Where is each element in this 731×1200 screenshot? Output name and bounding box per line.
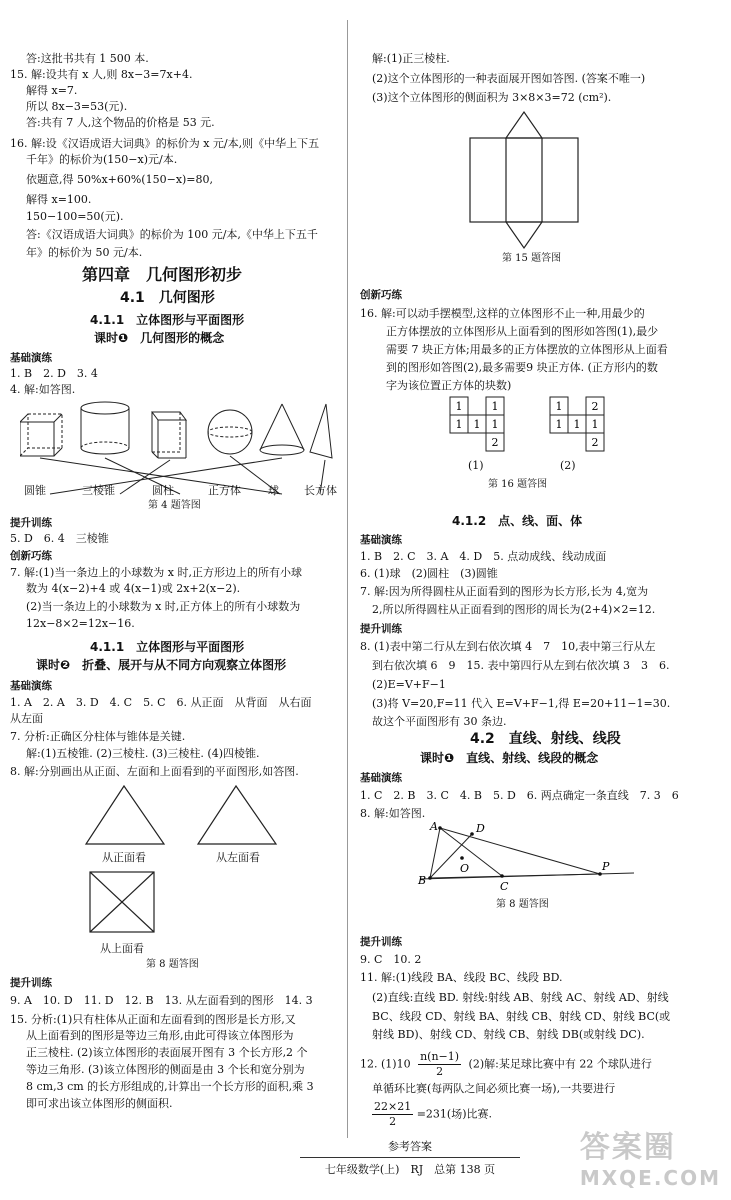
- text-line: 即可求出该立体图形的侧面积.: [26, 1097, 173, 1110]
- q12-rest: (2)解:某足球比赛中有 22 个球队进行: [468, 1057, 652, 1071]
- text-line: 正方体摆放的立体图形从上面看到的图形如答图(1),最少: [386, 325, 659, 338]
- prism-net-figure: [450, 110, 600, 250]
- answers-line: 1. B 2. D 3. 4: [10, 367, 98, 380]
- answers-line: 1. C 2. B 3. C 4. B 5. D 6. 两点确定一条直线 7. 3 6: [360, 789, 679, 802]
- chapter-title: 第四章 几何图形初步: [82, 265, 243, 284]
- line-BP: [420, 873, 634, 879]
- point-label-P: P: [602, 860, 610, 873]
- grid-cell-value: 1: [555, 418, 563, 431]
- text-line: 16. 解:可以动手摆模型,这样的立体图形不止一种,用最少的: [360, 307, 645, 320]
- section-title: 4.1 几何图形: [120, 290, 215, 306]
- section-label: 提升训练: [10, 977, 52, 989]
- text-line: 字为该位置正方体的块数): [386, 379, 512, 392]
- label-cone: 圆锥: [24, 484, 46, 497]
- section-label: 提升训练: [360, 936, 402, 948]
- grid-cell-value: 1: [455, 400, 463, 413]
- grid-cell-value: 1: [455, 418, 463, 431]
- grid-cell-value: 1: [491, 400, 499, 413]
- text-line: (2)当一条边上的小球数为 x 时,正方体上的所有小球数为: [26, 600, 301, 613]
- text-line: [372, 1100, 492, 1129]
- page-footer: [300, 1138, 520, 1177]
- text-line: 故这个平面图形有 30 条边.: [372, 715, 507, 728]
- grid-label-1: (1): [468, 459, 484, 472]
- text-line: 解:(1)正三棱柱.: [372, 52, 450, 65]
- grid-label-2: (2): [560, 459, 576, 472]
- text-line: 到右依次填 6 9 15. 表中第四行从左到右依次填 3 3 6.: [372, 659, 670, 672]
- text-line: 答:《汉语成语大词典》的标价为 100 元/本,《中华上下五千: [26, 228, 318, 241]
- text-line: 答:这批书共有 1 500 本.: [26, 52, 149, 65]
- section-label: 基础演练: [10, 680, 52, 692]
- q12-prefix: 12. (1)10: [360, 1057, 411, 1071]
- grid-cell-value: 1: [573, 418, 581, 431]
- text-line: 数为 4(x−2)+4 或 4(x−1)或 2x+2(x−2).: [26, 582, 241, 595]
- fraction-numerator: n(n−1): [420, 1050, 460, 1063]
- text-line: 解得 x=7.: [26, 84, 78, 97]
- figure-caption: 第 8 题答图: [146, 959, 199, 970]
- label-cube: 正方体: [208, 484, 241, 497]
- text-line: 答:共有 7 人,这个物品的价格是 53 元.: [26, 116, 215, 129]
- q12-tail: =231(场)比赛.: [416, 1107, 493, 1121]
- text-line: 8. 解:分别画出从正面、左面和上面看到的平面图形,如答图.: [10, 765, 299, 778]
- grid-cell-value: 2: [591, 436, 599, 449]
- column-divider: [347, 20, 348, 1138]
- line-segments-figure: [410, 818, 640, 898]
- text-line: 7. 解:(1)当一条边上的小球数为 x 时,正方形边上的所有小球: [10, 566, 302, 579]
- point-label-A: A: [430, 820, 438, 833]
- footer-page-info: 七年级数学(上) RJ 总第 138 页: [324, 1163, 496, 1176]
- section-label: 提升训练: [10, 517, 52, 529]
- lesson-title: 课时❷ 折叠、展开与从不同方向观察立体图形: [36, 658, 287, 672]
- top-view-grids: [440, 395, 640, 457]
- answers-line: 1. B 2. C 3. A 4. D 5. 点动成线、线动成面: [360, 550, 607, 563]
- text-line: 7. 分析:正确区分柱体与锥体是关键.: [10, 730, 186, 743]
- view-front-label: 从正面看: [102, 851, 146, 864]
- section-label: 基础演练: [360, 534, 402, 546]
- lesson-title: 课时❶ 几何图形的概念: [94, 331, 225, 345]
- footer-title: 参考答案: [388, 1140, 432, 1153]
- text-line: 7. 解:因为所得圆柱从正面看到的图形为长方形,长为 4,宽为: [360, 585, 649, 598]
- grid-cell-value: 2: [591, 400, 599, 413]
- text-line: 千年》的标价为(150−x)元/本.: [26, 153, 178, 166]
- text-line: 到的图形如答图(2),最多需要9 块正方体. (正方形内的数: [386, 361, 658, 374]
- text-line: 需要 7 块正方体;用最多的正方体摆放的立体图形从上面看: [386, 343, 668, 356]
- grid-cell-value: 2: [491, 436, 499, 449]
- grid-cell-value: 1: [555, 400, 563, 413]
- grid-cell-value: 1: [591, 418, 599, 431]
- text-line: 150−100=50(元).: [26, 210, 124, 223]
- view-top-label: 从上面看: [100, 942, 144, 955]
- subsection-title: 4.1.2 点、线、面、体: [452, 514, 583, 528]
- fraction-denominator: 2: [389, 1115, 397, 1128]
- watermark-main: 答案圈: [579, 1130, 676, 1165]
- segment-AB: [430, 828, 440, 878]
- text-line: (2)直线:直线 BD. 射线:射线 AB、射线 AC、射线 AD、射线: [372, 991, 669, 1004]
- subsection-title: 4.1.1 立体图形与平面图形: [90, 640, 245, 654]
- section-label: 基础演练: [360, 772, 402, 784]
- text-line: (2)这个立体图形的一种表面展开图如答图. (答案不唯一): [372, 72, 646, 85]
- label-cylinder: 圆柱: [152, 484, 174, 497]
- text-line: 射线 BD)、射线 CD、射线 CB、射线 DB(或射线 DC).: [372, 1028, 645, 1041]
- text-line: 解得 x=100.: [26, 193, 92, 206]
- answers-line: 9. A 10. D 11. D 12. B 13. 从左面看到的图形 14. 3: [10, 994, 313, 1007]
- section-label: 提升训练: [360, 623, 402, 635]
- text-line: 11. 解:(1)线段 BA、线段 BC、线段 BD.: [360, 971, 563, 984]
- text-line: 15. 解:设共有 x 人,则 8x−3=7x+4.: [10, 68, 193, 81]
- text-line: 8 cm,3 cm 的长方形组成的,计算出一个长方形的面积,乘 3: [26, 1080, 314, 1093]
- text-line: 等边三角形. (3)该立体图形的侧面是由 3 个长和宽分别为: [26, 1063, 305, 1076]
- point-C: [500, 874, 504, 878]
- label-sphere: 球: [268, 484, 279, 497]
- section-label: 创新巧练: [10, 550, 52, 562]
- grid-cell-value: 1: [491, 418, 499, 431]
- text-line: 8. 解:如答图.: [360, 807, 426, 820]
- text-line: (2)E=V+F−1: [372, 678, 446, 691]
- fraction: [372, 1100, 413, 1129]
- point-B: [428, 876, 432, 880]
- text-line: 从上面看到的图形是等边三角形,由此可得该立体图形为: [26, 1029, 294, 1042]
- point-O: [460, 856, 464, 860]
- text-line: (3)这个立体图形的侧面积为 3×8×3=72 (cm²).: [372, 91, 612, 104]
- text-line: 15. 分析:(1)只有柱体从正面和左面看到的图形是长方形,又: [10, 1013, 296, 1026]
- text-line: 年》的标价为 50 元/本.: [26, 246, 143, 259]
- figure-caption: 第 4 题答图: [148, 500, 201, 511]
- answers-line: 1. A 2. A 3. D 4. C 5. C 6. 从正面 从背面 从右面: [10, 696, 312, 709]
- answers-line: 5. D 6. 4 三棱锥: [10, 532, 109, 545]
- text-line: 8. (1)表中第二行从左到右依次填 4 7 10,表中第三行从左: [360, 640, 656, 653]
- grid-cell-value: 1: [473, 418, 481, 431]
- text-line: 所以 8x−3=53(元).: [26, 100, 128, 113]
- figure-caption: 第 16 题答图: [488, 479, 548, 490]
- text-line: 解:(1)五棱锥. (2)三棱柱. (3)三棱柱. (4)四棱锥.: [26, 747, 260, 760]
- fraction: [418, 1050, 461, 1079]
- subsection-title: 4.1.1 立体图形与平面图形: [90, 313, 245, 327]
- answers-line: 6. (1)球 (2)圆柱 (3)圆锥: [360, 567, 498, 580]
- label-cuboid: 长方体: [304, 484, 337, 497]
- point-label-B: B: [418, 874, 427, 887]
- footer-rule: [300, 1157, 520, 1158]
- figure-caption: 第 15 题答图: [502, 253, 562, 264]
- text-line: 4. 解:如答图.: [10, 383, 76, 396]
- section-label: 创新巧练: [360, 289, 402, 301]
- text-line: 依题意,得 50%x+60%(150−x)=80,: [26, 173, 214, 186]
- watermark-logo: [580, 1122, 721, 1190]
- text-line: 2,所以所得圆柱从正面看到的图形的周长为(2+4)×2=12.: [372, 603, 656, 616]
- section-title: 4.2 直线、射线、线段: [470, 731, 621, 747]
- text-line: 正三棱柱. (2)该立体图形的表面展开图有 3 个长方形,2 个: [26, 1046, 308, 1059]
- watermark-sub: MXQE.COM: [579, 1166, 721, 1190]
- lesson-title: 课时❶ 直线、射线、线段的概念: [420, 751, 599, 765]
- text-line: 12x−8×2=12x−16.: [26, 617, 135, 630]
- answers-line: 从左面: [10, 712, 43, 725]
- point-label-O: O: [460, 862, 470, 875]
- fraction-denominator: 2: [436, 1065, 444, 1078]
- view-left-label: 从左面看: [216, 851, 260, 864]
- answers-line: 9. C 10. 2: [360, 953, 422, 966]
- point-A: [438, 826, 442, 830]
- point-D: [470, 832, 474, 836]
- text-line: 单循环比赛(每两队之间必须比赛一场),一共要进行: [372, 1082, 616, 1095]
- text-line: BC、线段 CD、射线 BA、射线 CB、射线 CD、射线 BC(或: [372, 1010, 671, 1023]
- point-label-C: C: [500, 880, 509, 893]
- label-triangular-pyramid: 三棱锥: [82, 484, 115, 497]
- figure-caption: 第 8 题答图: [496, 899, 549, 910]
- point-label-D: D: [476, 822, 485, 835]
- fraction-numerator: 22×21: [374, 1100, 412, 1113]
- text-line: (3)将 V=20,F=11 代入 E=V+F−1,得 E=20+11−1=30.: [372, 697, 671, 710]
- text-line: 16. 解:设《汉语成语大词典》的标价为 x 元/本,则《中华上下五: [10, 137, 320, 150]
- solid-shapes-figure: [20, 398, 335, 496]
- section-label: 基础演练: [10, 352, 52, 364]
- text-line: [360, 1050, 652, 1079]
